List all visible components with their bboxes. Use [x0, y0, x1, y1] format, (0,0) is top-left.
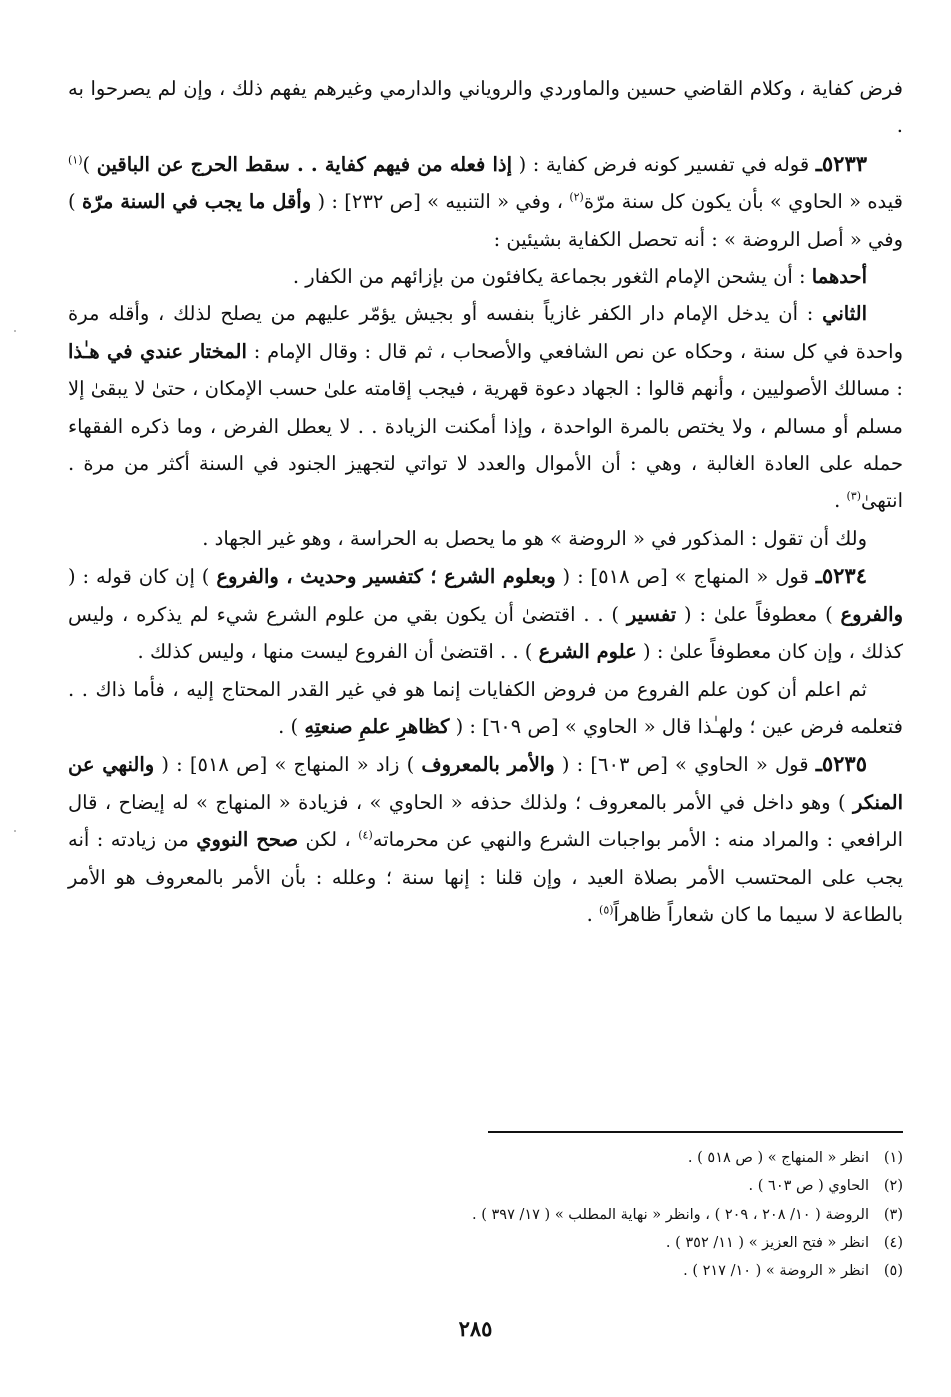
bold-quote: وبعلوم الشرع ؛ كتفسير وحديث ، والفروع	[216, 565, 556, 589]
footnote-text: انظر « الروضة » ( ١٠/ ٢١٧ ) .	[683, 1263, 869, 1280]
footnote	[83, 1257, 903, 1285]
footnote-ref: (٢)	[569, 190, 584, 204]
margin-speck	[14, 330, 16, 332]
paragraph-number: ٥٢٣٤ـ	[815, 563, 867, 589]
margin-speck	[14, 830, 16, 832]
text-span: قول « المنهاج » [ص ٥١٨] : (	[555, 565, 816, 589]
text-span: ) معطوفاً علىٰ : (	[676, 602, 841, 626]
footnote	[83, 1201, 903, 1229]
text-span: فرض كفاية ، وكلام القاضي حسين والماوردي والروياني والدارمي وغيرهم يفهم ذلك ، وإن لم يصرحوا به .	[68, 77, 903, 138]
footnote	[83, 1144, 903, 1172]
footnote	[83, 1229, 903, 1257]
footnote-number: (٢)	[883, 1178, 903, 1195]
bold-quote: تفسير	[626, 602, 677, 626]
text-span: )	[82, 152, 97, 176]
text-span: : أن يشحن الإمام الثغور بجماعة يكافئون من بإزائهم من الكفار .	[292, 265, 812, 289]
bold-quote: وأقل ما يجب في السنة مرّة	[81, 190, 312, 214]
bold-quote: والنهي عن المنكر	[68, 753, 903, 814]
paragraph-first-point	[68, 258, 903, 295]
footnote-ref: (١)	[68, 153, 83, 167]
bold-quote: المختار عندي في هـٰذا	[68, 339, 247, 363]
text-span: ولك أن تقول : المذكور في « الروضة » هو ما يحصل به الحراسة ، وهو غير الجهاد .	[202, 526, 867, 550]
text-span: ، لكن	[298, 828, 359, 852]
footnotes	[83, 1144, 903, 1285]
bold-quote: والفروع	[840, 602, 903, 626]
bold-quote: والأمر بالمعروف	[421, 753, 555, 777]
main-text	[68, 70, 903, 933]
paragraph-5233	[68, 145, 903, 258]
bold-term: أحدهما	[811, 265, 867, 289]
text-span: ، وفي « التنبيه » [ص ٢٣٢] : (	[311, 190, 570, 214]
footnote-text: الروضة ( ١٠/ ٢٠٨ ، ٢٠٩ ) ، وانظر « نهاية المطلب » ( ١٧/ ٣٩٧ ) .	[472, 1206, 869, 1223]
footnote-number: (٥)	[883, 1263, 903, 1280]
footnote-text: انظر « فتح العزيز » ( ١١/ ٣٥٢ ) .	[665, 1234, 869, 1251]
paragraph-second-point	[68, 295, 903, 519]
text-span: ) .	[278, 714, 305, 738]
footnote-separator	[488, 1131, 903, 1133]
footnote-text: انظر « المنهاج » ( ص ٥١٨ ) .	[687, 1150, 869, 1166]
footnote-number: (٣)	[883, 1206, 903, 1223]
paragraph-number: ٥٢٣٥ـ	[815, 751, 867, 777]
paragraph-continuation	[68, 70, 903, 145]
bold-quote: كظاهرِ علمِ صنعتِهِ	[304, 714, 450, 738]
text-span: ) وهو داخل في الأمر بالمعروف ؛ ولذلك حذفه « الحاوي » ، فزيادة « المنهاج » له إيضاح ، قال الرافعي : والمراد منه : الأمر بواجبات الشرع والنهي عن محرماته	[68, 790, 903, 852]
footnote-ref: (٣)	[846, 489, 862, 503]
text-span: : مسالك الأصوليين ، وأنهم قالوا : الجهاد دعوة قهرية ، فيجب إقامته علىٰ حسب الإمكان ، حتىٰ لا يبقىٰ إلا مسلم أو مسالم ، ولا يختص بالمرة الواحدة ، وإذا أمكنت الزيادة . . لا يعطل الفرض ، وما ذكره الفقهاء حمله على العادة الغالبة ، وهي : أن الأموال والعدد لا تواتي لتجهيز الجنود في السنة أكثر من مرة . انتهىٰ	[68, 377, 903, 513]
bold-term: الثاني	[822, 302, 867, 326]
text-span: .	[586, 902, 600, 926]
text-span: : أن يدخل الإمام دار الكفر غازياً بنفسه أو بجيش يؤمّر عليهم من يصلح لذلك ، وأقله مرة واحدة في كل سنة ، وحكاه عن نص الشافعي والأصحاب ، ثم قال : وقال الإمام :	[68, 302, 903, 363]
text-span: ) إن كان قوله : (	[68, 565, 217, 589]
bold-quote: إذا فعله من فيهم كفاية . . سقط الحرج عن الباقين	[96, 152, 513, 176]
text-span: ) وفي « أصل الروضة » : أنه تحصل الكفاية بشيئين :	[68, 190, 903, 251]
bold-quote: علوم الشرع	[538, 640, 637, 664]
bold-term: صحح النووي	[196, 828, 299, 852]
text-span: قيده « الحاوي » بأن يكون كل سنة مرّة	[583, 190, 903, 214]
text-span: ) . . اقتضىٰ أن يكون بقي من علوم الشرع شيء لم يذكره ، وليس كذلك ، وإن كان معطوفاً علىٰ : (	[68, 602, 903, 664]
text-span: من زيادته : أنه يجب على المحتسب الأمر بصلاة العيد ، وإن قلنا : إنها سنة ؛ وعلله : بأن الأمر بالمعروف هو الأمر بالطاعة لا سيما ما كان شعاراً ظاهراً	[68, 828, 903, 926]
footnote-ref: (٥)	[599, 903, 614, 917]
footnote-number: (١)	[883, 1150, 903, 1166]
paragraph-fiqh-note	[68, 671, 903, 746]
footnote-text: الحاوي ( ص ٦٠٣ ) .	[748, 1178, 869, 1195]
paragraph-5235	[68, 745, 903, 933]
text-span: ) . . اقتضىٰ أن الفروع ليست منها ، وليس كذلك .	[137, 640, 539, 664]
text-span: .	[834, 489, 847, 513]
paragraph-comment	[68, 520, 903, 557]
text-span: ) زاد « المنهاج » [ص ٥١٨] : (	[154, 753, 422, 777]
page-number: ٢٨٥	[458, 1316, 493, 1341]
text-span: قول « الحاوي » [ص ٦٠٣] : (	[554, 753, 816, 777]
text-span: قوله في تفسير كونه فرض كفاية : (	[512, 152, 816, 176]
text-span: ثم اعلم أن كون علم الفروع من فروض الكفايات إنما هو في غير القدر المحتاج إليه ، فأما ذاك . . فتعلمه فرض عين ؛ ولهـٰذا قال « الحاوي » [ص ٦٠٩] : (	[68, 677, 903, 738]
paragraph-5234	[68, 557, 903, 670]
footnote-ref: (٤)	[358, 828, 373, 842]
footnote	[83, 1172, 903, 1200]
paragraph-number: ٥٢٣٣ـ	[815, 150, 868, 176]
footnote-number: (٤)	[883, 1234, 903, 1251]
